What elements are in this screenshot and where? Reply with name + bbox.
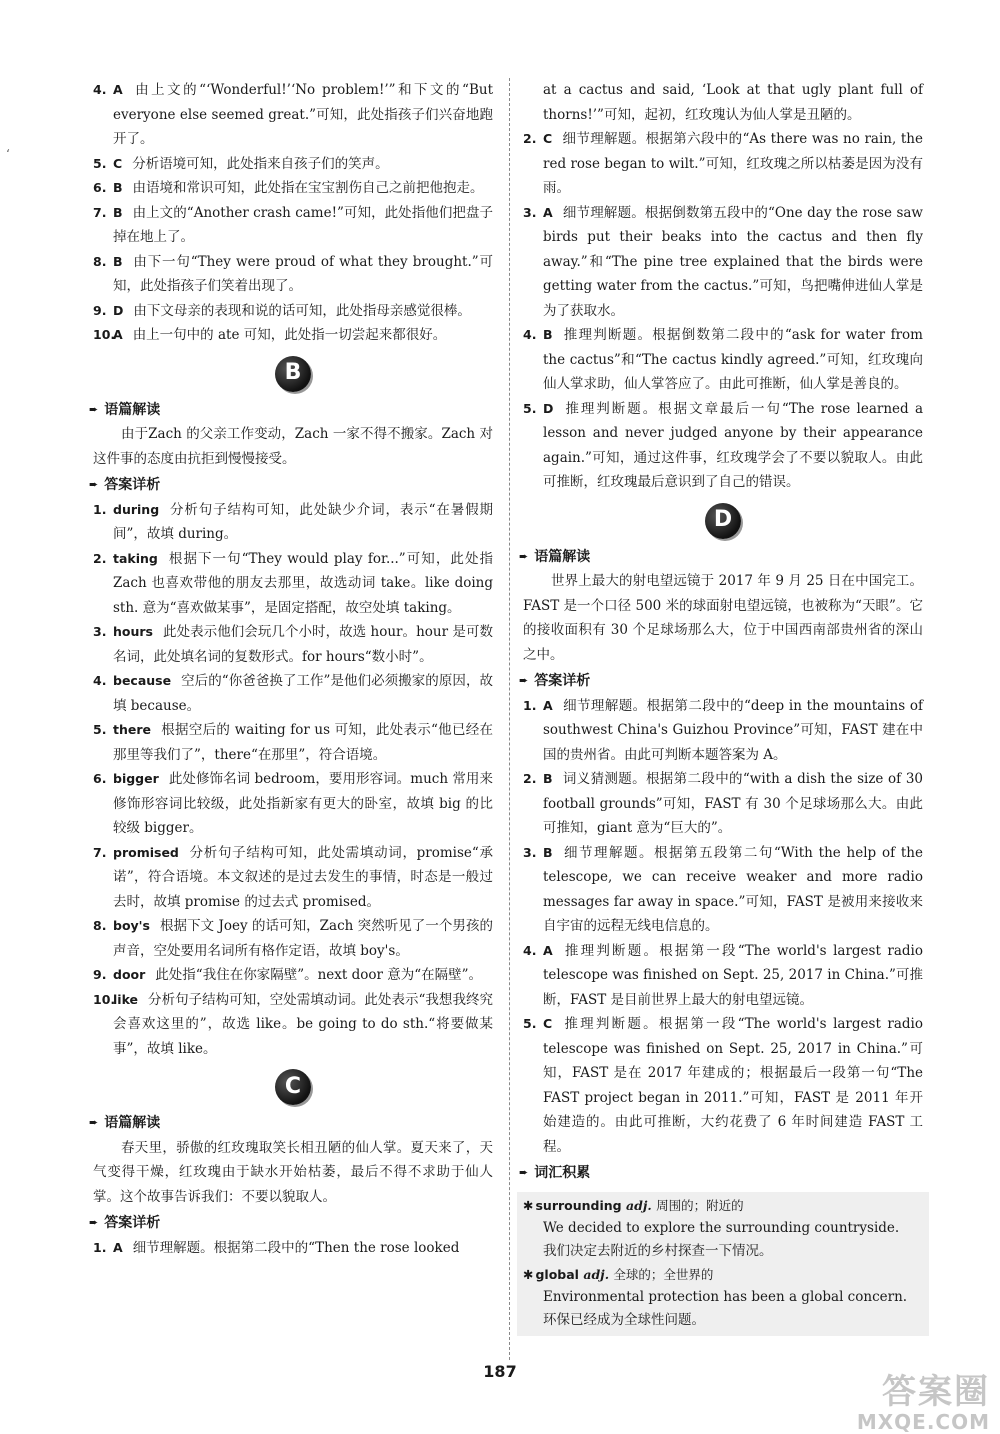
item-number: 9.	[93, 967, 107, 982]
item-number: 7.	[93, 844, 107, 860]
heading-label: 语篇解读	[104, 401, 161, 418]
item-number: 5.	[93, 155, 107, 171]
item-body	[543, 397, 923, 495]
watermark-logo: 答案圈	[882, 1372, 990, 1412]
item-number: 4.	[93, 673, 107, 688]
answer-item	[93, 1236, 493, 1261]
section-d-badge-wrap	[523, 503, 923, 539]
item-text: 分析句子结构可知，空处需填动词。此处表示“我想我终究会喜欢这里的”，故选 like。be going to do sth.“将要做某事”，故填 like。	[113, 991, 493, 1057]
section-c-reading-text: 春天里，骄傲的红玫瑰取笑长相丑陋的仙人掌。夏天来了，天气变得干燥，红玫瑰由于缺水开始枯萎，最后不得不求助于仙人掌。这个故事告诉我们：不要以貌取人。	[93, 1139, 493, 1205]
item-text: 根据下一句“They would play for...”可知，此处指 Zach 也喜欢带他的朋友去那里，故选动词 take。like doing sth. 意为“喜欢做某事”，是固定搭配，故空处填 taking。	[113, 550, 493, 616]
item-text: 由上文的“‘Wonderful!’‘No problem!’”和下文的“But everyone else seemed great.”可知，此处指孩子们兴奋地跑开了。	[113, 82, 493, 147]
item-answer: C	[543, 131, 553, 146]
answer-item	[93, 914, 493, 963]
item-text: 由语境和常识可知，此处指在宝宝割伤自己之前把他抱走。	[132, 180, 484, 196]
arrow-icon: ➨	[89, 478, 99, 491]
item-text: at a cactus and said, ‘Look at that ugly plant full of thorns!’”可知，起初，红玫瑰认为仙人掌是丑陋的。	[543, 82, 923, 123]
answer-item	[523, 939, 923, 1013]
item-answer: B	[113, 204, 123, 220]
item-text: 此处表示他们会玩几个小时，故选 hour。hour 是可数名词，此处填名词的复数形式。for hours“数小时”。	[113, 624, 493, 665]
vocab-meaning: 全球的；全世界的	[613, 1266, 714, 1282]
item-number: 9.	[93, 302, 107, 318]
vocab-heading	[519, 1161, 923, 1186]
arrow-icon: ➨	[519, 674, 529, 687]
item-answer: door	[113, 967, 146, 982]
vocab-example: Environmental protection has been a global concern.	[543, 1288, 908, 1305]
item-text: 细节理解题。根据倒数第五段中的“One day the rose saw birds put their beaks into the cactus and then fly away.”和“The pine tree explained that the birds were getting water from the cactus.”可知，鸟把嘴伸进仙人掌是为了获取水。	[543, 204, 923, 319]
item-answer: B	[543, 327, 553, 342]
answer-item	[93, 176, 493, 201]
heading-label: 答案详析	[104, 477, 161, 493]
item-answer: A	[113, 82, 123, 97]
section-b-badge-wrap	[93, 356, 493, 392]
item-body	[543, 841, 923, 939]
vocab-translation: 我们决定去附近的乡村探查一下情况。	[543, 1242, 773, 1259]
star-icon: ✱	[523, 1266, 534, 1282]
answer-item	[93, 299, 493, 324]
heading-label: 答案详析	[534, 673, 591, 689]
answer-item	[93, 718, 493, 767]
item-answer: because	[113, 673, 172, 688]
vocab-translation: 环保已经成为全球性问题。	[543, 1311, 705, 1328]
item-answer: D	[113, 302, 124, 318]
star-icon: ✱	[523, 1197, 534, 1213]
page-number: 187	[483, 1362, 517, 1381]
item-number: 1.	[523, 697, 537, 713]
item-answer: during	[113, 501, 160, 517]
item-body	[113, 299, 493, 324]
item-text: 推理判断题。根据第一段“The world's largest radio telescope was finished on Sept. 25, 2017 in China.”可知，FAST 是在 2017 年建成的；根据最后一段第一句“The FAST project began in 2011.”可知，FAST 是 2011 年开始建造的。由此可推断，大约花费了 6 年时间建造 FAST 工程。	[543, 1016, 923, 1155]
vocab-meaning: 周围的；附近的	[656, 1197, 744, 1213]
item-answer: taking	[113, 550, 158, 566]
item-answer: A	[113, 1239, 123, 1255]
item-number: 8.	[93, 253, 107, 269]
item-text: 由上一句中的 ate 可知，此处指一切尝起来都很好。	[132, 327, 447, 343]
answer-item	[93, 669, 493, 718]
section-b-reading-text: 由于Zach 的父亲工作变动，Zach 一家不得不搬家。Zach 对这件事的态度由抗拒到慢慢接受。	[93, 426, 493, 467]
answer-item	[523, 841, 923, 939]
item-body	[113, 718, 493, 767]
item-number-spacer	[523, 78, 543, 127]
item-text: 分析语境可知，此处指来自孩子们的笑声。	[132, 155, 389, 172]
item-answer: C	[113, 155, 123, 171]
item-number: 1.	[93, 501, 107, 517]
item-answer: A	[543, 942, 553, 958]
answer-item	[93, 841, 493, 915]
item-number: 5.	[523, 1016, 537, 1031]
answer-item	[93, 250, 493, 299]
item-text: 此处修饰名词 bedroom，要用形容词。much 常用来修饰形容词比较级，此处指新家有更大的卧室，故填 big 的比较级 bigger。	[113, 771, 493, 836]
item-answer: boy's	[113, 918, 150, 933]
item-answer: promised	[113, 844, 179, 860]
item-text: 推理判断题。根据倒数第二段中的“ask for water from the cactus”和“The cactus kindly agreed.”可知，红玫瑰向仙人掌求助，仙人掌答应了。由此可推断，仙人掌是善良的。	[543, 327, 923, 392]
item-number: 2.	[93, 550, 107, 566]
item-number: 1.	[93, 1239, 107, 1255]
item-body	[113, 1236, 493, 1261]
item-answer: A	[113, 327, 123, 342]
answer-item-continued	[523, 78, 923, 127]
item-text: 词义猜测题。根据第二段中的“with a dish the size of 30 football grounds”可知，FAST 有 30 个足球场那么大。由此可推知，giant 意为“巨大的”。	[543, 771, 923, 836]
item-body	[543, 1012, 923, 1159]
item-body	[113, 547, 493, 621]
item-answer: C	[543, 1016, 553, 1031]
vocab-example: We decided to explore the surrounding countryside.	[543, 1219, 900, 1236]
answer-item	[523, 201, 923, 324]
item-number: 5.	[523, 400, 537, 416]
item-body	[113, 78, 493, 152]
section-b-items	[93, 498, 493, 1062]
answer-item	[93, 988, 493, 1062]
item-number: 2.	[523, 131, 537, 146]
section-d-badge: D	[705, 503, 741, 539]
section-b-answers-heading	[89, 473, 493, 498]
watermark	[800, 1372, 990, 1434]
section-c-reading-heading	[89, 1111, 493, 1136]
item-number: 7.	[93, 204, 107, 220]
vocab-pos: adj.	[583, 1266, 610, 1282]
vocab-entry	[523, 1194, 923, 1217]
item-body	[113, 914, 493, 963]
heading-label: 答案详析	[104, 1215, 161, 1231]
item-number: 6.	[93, 180, 107, 195]
answer-item	[93, 767, 493, 841]
answer-item	[523, 767, 923, 841]
item-body	[113, 767, 493, 841]
heading-label: 语篇解读	[104, 1115, 161, 1131]
section-c-items	[523, 127, 923, 495]
answer-item	[93, 152, 493, 177]
answer-item	[93, 620, 493, 669]
item-number: 5.	[93, 722, 107, 737]
item-text: 细节理解题。根据第六段中的“As there was no rain, the red rose began to wilt.”可知，红玫瑰之所以枯萎是因为没有雨。	[543, 131, 923, 196]
item-answer: D	[543, 400, 554, 416]
section-a-tail	[93, 78, 493, 348]
item-answer: there	[113, 722, 151, 737]
section-b-badge: B	[275, 356, 311, 392]
answer-item	[93, 78, 493, 152]
answer-item	[523, 694, 923, 768]
arrow-icon: ➨	[89, 1116, 99, 1129]
section-d-answers-heading	[519, 669, 923, 694]
item-body	[543, 201, 923, 324]
item-number: 4.	[93, 82, 107, 97]
item-number: 3.	[93, 624, 107, 639]
item-body	[113, 323, 493, 348]
arrow-icon: ➨	[89, 402, 99, 416]
item-body	[113, 620, 493, 669]
section-c-badge-wrap	[93, 1069, 493, 1105]
item-number: 2.	[523, 771, 537, 786]
item-text: 分析句子结构可知，此处缺少介词，表示“在暑假期间”，故填 during。	[113, 501, 493, 542]
arrow-icon: ➨	[519, 549, 529, 563]
item-number: 10.	[93, 991, 116, 1007]
item-text: 细节理解题。根据第二段中的“Then the rose looked	[132, 1239, 460, 1256]
item-number: 10.	[93, 327, 116, 342]
section-b-reading-heading	[89, 398, 493, 423]
item-body	[543, 767, 923, 841]
item-body	[113, 152, 493, 177]
item-answer: B	[543, 844, 553, 860]
vocab-word: surrounding	[535, 1197, 622, 1213]
right-column	[519, 78, 923, 1336]
item-body	[113, 201, 493, 250]
item-body	[543, 694, 923, 768]
section-d-reading-text: 世界上最大的射电望远镜于 2017 年 9 月 25 日在中国完工。FAST 是一个口径 500 米的球面射电望远镜，也被称为“天眼”。它的接收面积有 30 个足球场那么大，位于中国西南部贵州省的深山之中。	[523, 573, 923, 663]
item-text: 细节理解题。根据第二段中的“deep in the mountains of southwest China's Guizhou Province”可知，FAST 建在中国的贵州省。由此可判断本题答案为 A。	[543, 697, 923, 763]
item-answer: B	[543, 771, 553, 786]
item-text: 推理判断题。根据第一段“The world's largest radio telescope was finished on Sept. 25, 2017 in China.”可推断，FAST 是目前世界上最大的射电望远镜。	[543, 942, 923, 1008]
section-c-answers-heading	[89, 1211, 493, 1236]
item-answer: hours	[113, 624, 153, 639]
vocab-box	[517, 1192, 929, 1336]
item-text: 此处指“我住在你家隔壁”。next door 意为“在隔壁”。	[155, 967, 483, 983]
answer-item	[523, 1012, 923, 1159]
vocab-word: global	[535, 1266, 579, 1282]
arrow-icon: ➨	[519, 1166, 529, 1179]
item-text: 根据空后的 waiting for us 可知，此处表示“他已经在那里等我们了”，there“在那里”，符合语境。	[113, 722, 493, 763]
item-answer: B	[113, 253, 123, 269]
item-body	[113, 988, 493, 1062]
item-number: 8.	[93, 918, 107, 933]
arrow-icon: ➨	[89, 1216, 99, 1229]
vocab-pos: adj.	[625, 1197, 652, 1213]
section-d-reading-heading	[519, 545, 923, 570]
item-number: 3.	[523, 844, 537, 860]
item-body	[543, 939, 923, 1013]
item-body	[113, 176, 493, 201]
section-c-badge: C	[275, 1069, 311, 1105]
answer-item	[93, 547, 493, 621]
heading-label: 语篇解读	[534, 548, 591, 565]
answer-item	[93, 498, 493, 547]
item-number: 4.	[523, 942, 537, 958]
item-body	[543, 127, 923, 201]
margin-mark: ‘	[6, 147, 10, 161]
item-text: 由下文母亲的表现和说的话可知，此处指母亲感觉很棒。	[133, 302, 471, 319]
item-text: 空后的“你爸爸换了工作”是他们必须搬家的原因，故填 because。	[113, 673, 493, 714]
section-d-items	[523, 694, 923, 1160]
item-text: 分析句子结构可知，此处需填动词，promise“承诺”，符合语境。本文叙述的是过去发生的事情，时态是一般过去时，故填 promise 的过去式 promised。	[113, 844, 493, 910]
item-number: 3.	[523, 204, 537, 220]
item-body	[113, 669, 493, 718]
item-text: 推理判断题。根据文章最后一句“The rose learned a lesson and never judged anyone by their appearance again.”可知，通过这件事，红玫瑰学会了不要以貌取人。由此可推断，红玫瑰最后意识到了自己的错误。	[543, 400, 923, 490]
answer-item	[523, 127, 923, 201]
item-number: 4.	[523, 327, 537, 342]
item-body	[113, 963, 493, 988]
answer-item	[523, 323, 923, 397]
vocab-entry	[523, 1263, 923, 1286]
item-answer: like	[113, 991, 139, 1007]
answer-item	[93, 963, 493, 988]
item-answer: A	[543, 204, 553, 220]
heading-label: 词汇积累	[534, 1165, 591, 1181]
item-number: 6.	[93, 771, 107, 786]
item-text: 由上文的“Another crash came!”可知，此处指他们把盘子掉在地上了。	[113, 204, 493, 245]
answer-item	[523, 397, 923, 495]
column-divider	[509, 78, 510, 1360]
item-answer: bigger	[113, 771, 159, 786]
item-body	[113, 250, 493, 299]
item-answer: A	[543, 697, 553, 713]
item-answer: B	[113, 180, 123, 195]
item-body	[543, 323, 923, 397]
item-body	[113, 498, 493, 547]
item-text: 由下一句“They were proud of what they brought.”可知，此处指孩子们笑着出现了。	[113, 253, 493, 294]
item-text: 根据下文 Joey 的话可知，Zach 突然听见了一个男孩的声音，空处要用名词所有格作定语，故填 boy's。	[113, 918, 493, 959]
answer-item	[93, 323, 493, 348]
left-column	[89, 78, 493, 1260]
answer-item	[93, 201, 493, 250]
item-body	[113, 841, 493, 915]
watermark-site: MXQE.COM	[856, 1410, 990, 1434]
item-text: 细节理解题。根据第五段第二句“With the help of the telescope, we can receive weaker and more radio messages far away in space.”可知，FAST 是被用来接收来自宇宙的远程无线电信息的。	[543, 844, 923, 934]
